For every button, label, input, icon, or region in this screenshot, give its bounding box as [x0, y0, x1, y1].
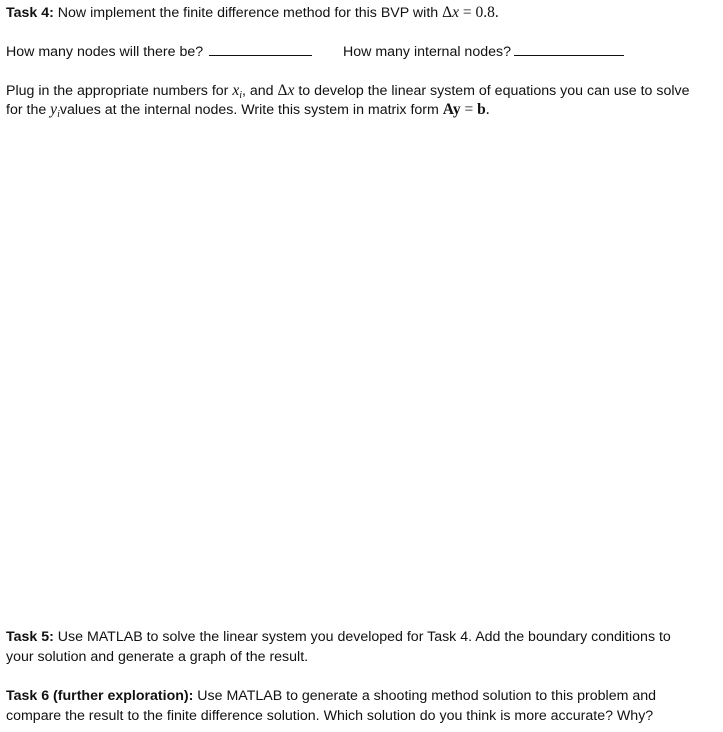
nodes-question: How many nodes will there be? [6, 44, 204, 60]
delta-x-symbol: Δx [277, 82, 295, 99]
task6-label: Task 6 (further exploration): [6, 688, 194, 704]
task5-line-2 [6, 647, 308, 667]
task5-text-1: Use MATLAB to solve the linear system you developed for Task 4. Add the boundary conditions to [53, 629, 671, 645]
nodes-answer-blank[interactable] [209, 41, 312, 56]
x-i-symbol: $x_i$ [232, 82, 243, 101]
plug-text-1c: to develop the linear system of equations you can use to solve [294, 83, 690, 99]
task4-label: Task 4: [6, 5, 54, 21]
task4-text: Now implement the finite difference method for this BVP with [53, 5, 443, 21]
plug-text-1b: , and [242, 83, 278, 99]
matrix-b: b [477, 101, 486, 118]
internal-nodes-line [343, 41, 624, 62]
task6-line-2 [6, 706, 653, 726]
plug-text-1a: Plug in the appropriate numbers for [6, 83, 233, 99]
matrix-period: . [485, 101, 490, 118]
questions-line [6, 41, 312, 62]
task4-delta-x: Δx = 0.8. [442, 4, 499, 21]
plug-text-2b: values at the internal nodes. Write this system in matrix form [59, 102, 443, 118]
task4-equals-value: = 0.8. [458, 4, 499, 21]
matrix-A-y: Ay [442, 101, 461, 118]
task4-line [6, 3, 499, 23]
task5-line-1 [6, 627, 671, 647]
plug-text-2a: for the [6, 102, 51, 118]
matrix-equals: = [460, 101, 478, 118]
task6-text-1: Use MATLAB to generate a shooting method solution to this problem and [193, 688, 657, 704]
task6-line-1 [6, 686, 656, 706]
plug-line-2 [6, 100, 490, 125]
internal-nodes-answer-blank[interactable] [514, 41, 624, 56]
internal-nodes-question: How many internal nodes? [343, 44, 511, 60]
task6-text-2: compare the result to the finite difference solution. Which solution do you think is more accurate? Why? [6, 708, 654, 724]
task5-text-2: your solution and generate a graph of the result. [6, 649, 309, 665]
task5-label: Task 5: [6, 629, 54, 645]
y-i-symbol: $y_i$ [50, 101, 60, 120]
